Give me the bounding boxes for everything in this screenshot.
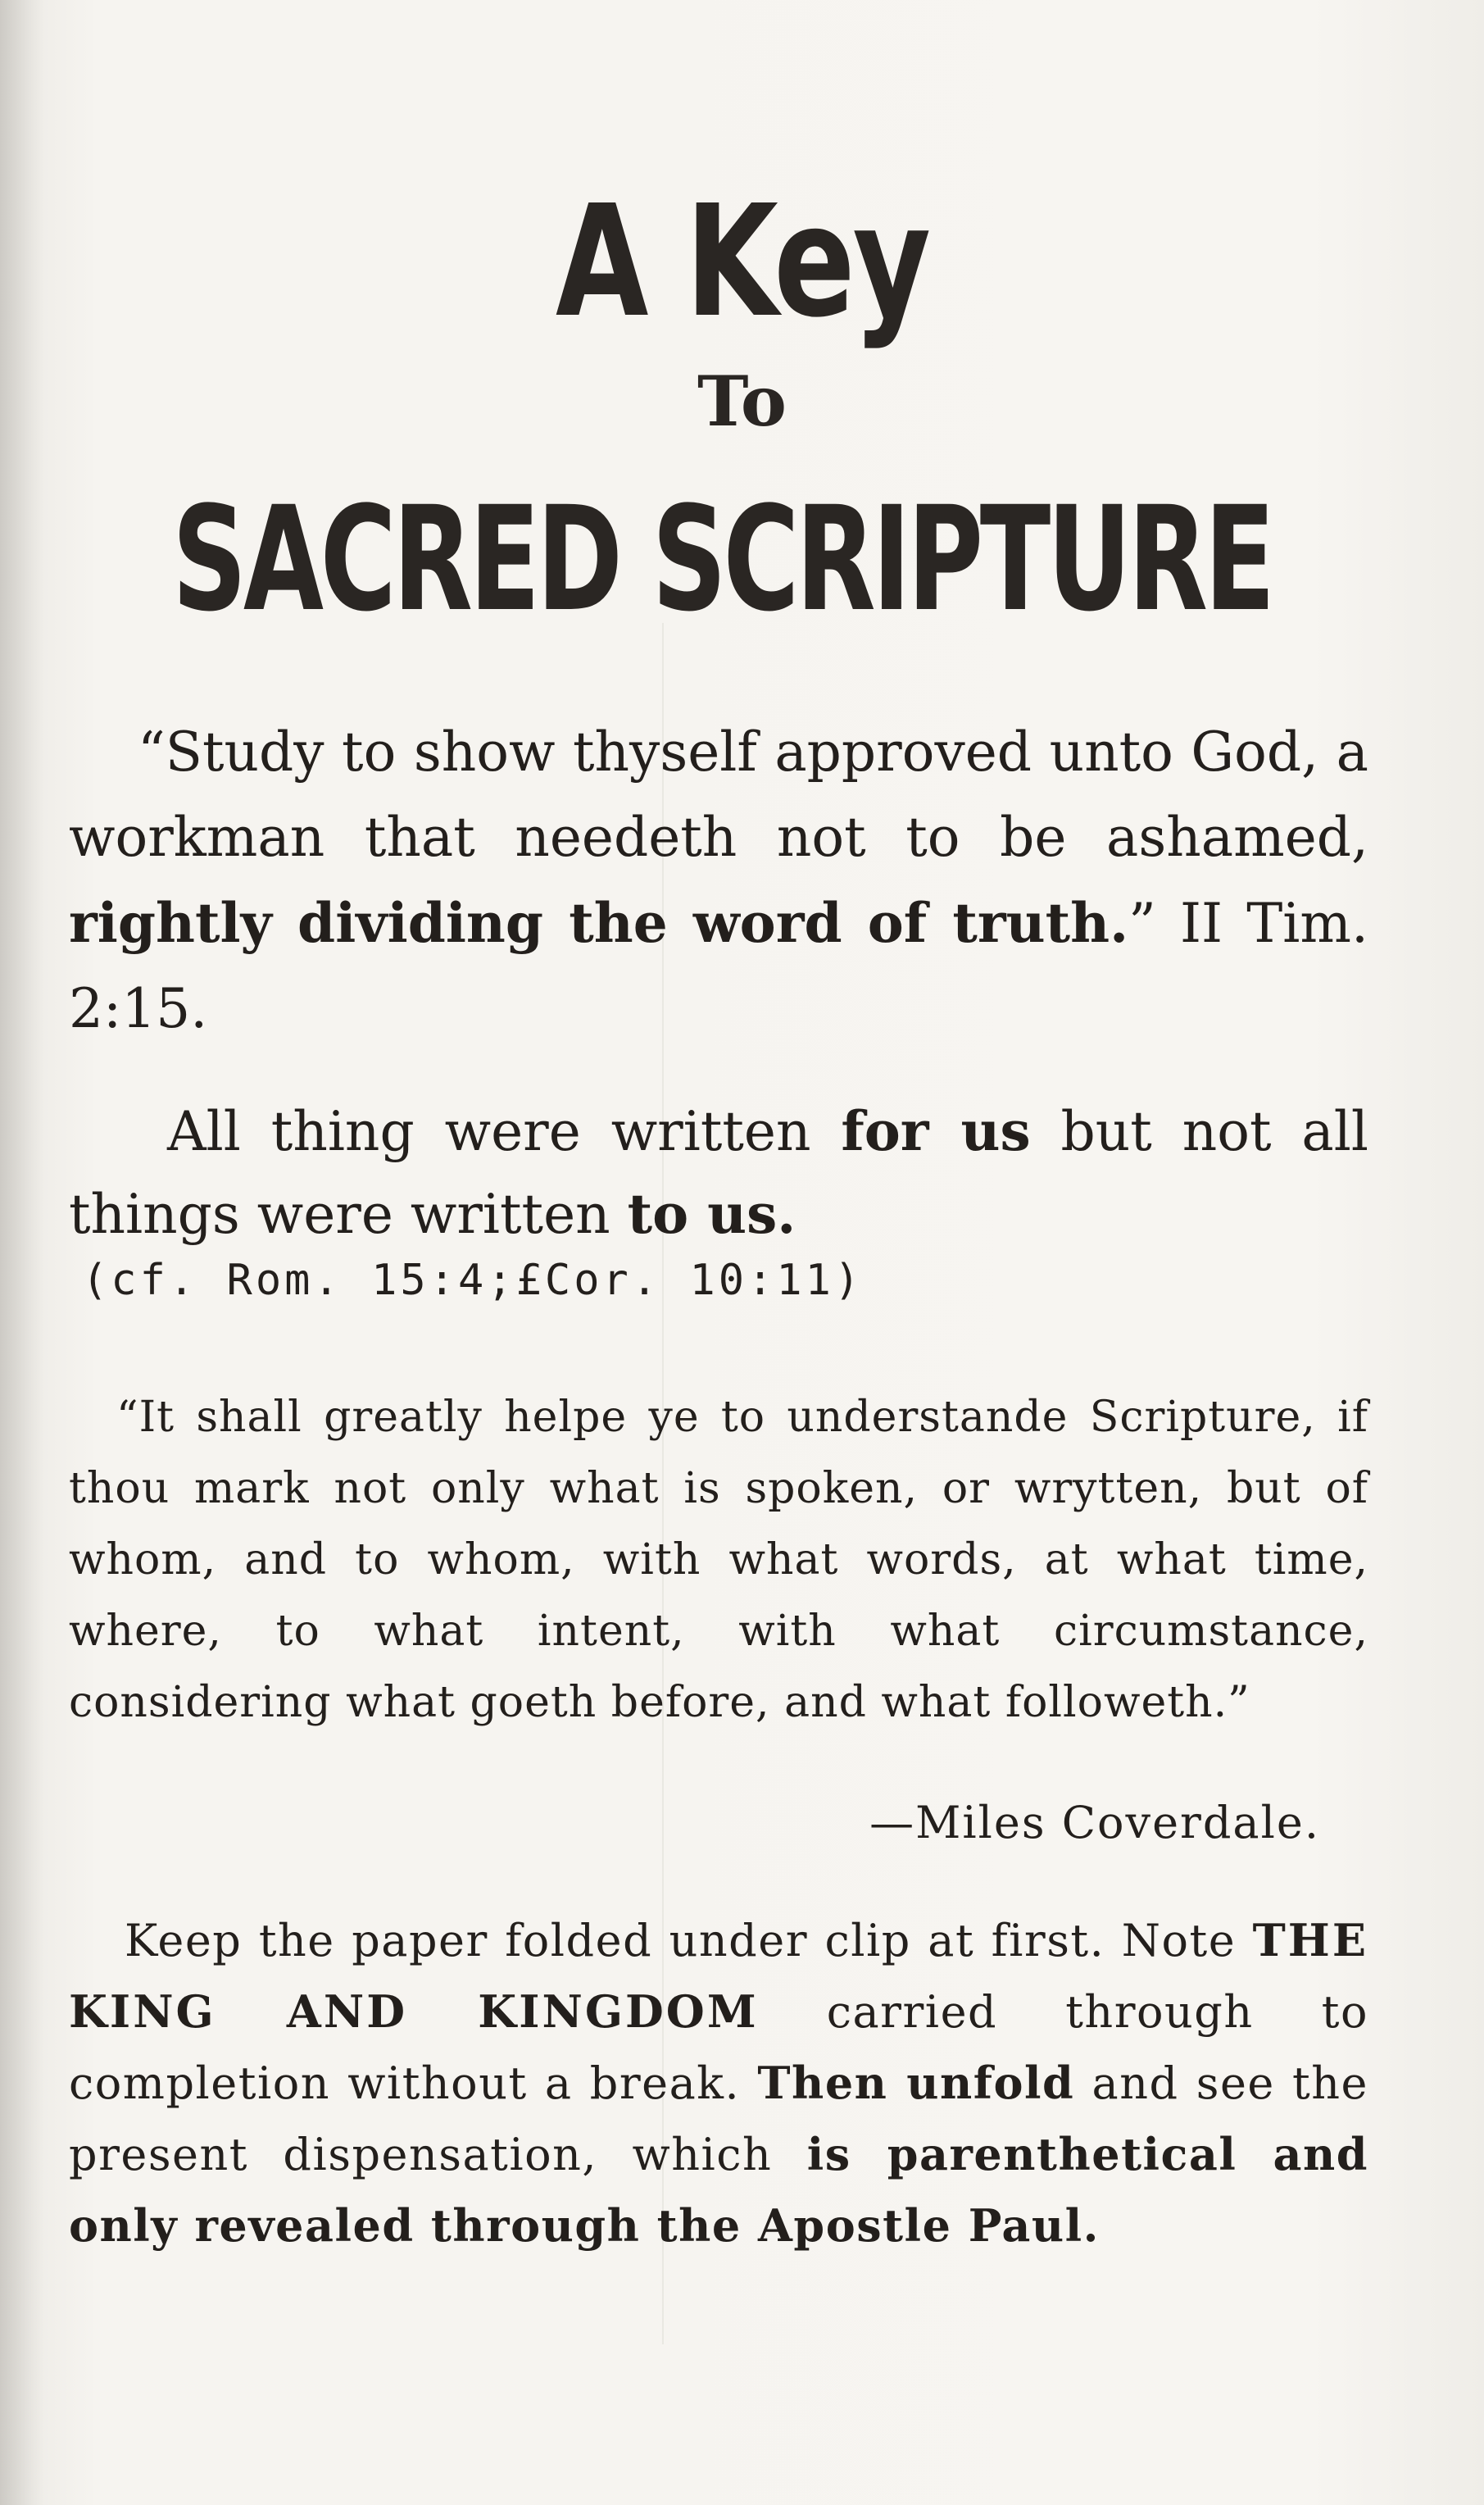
instructions-part-3: and see the present dispensation, which: [69, 2057, 1368, 2180]
scripture-quote: [69, 710, 1368, 1052]
instructions-bold-1: Then unfold: [757, 2057, 1075, 2109]
scripture-quote-reference: ” II Tim. 2:15.: [69, 892, 1368, 1040]
title-line-3: SACRED SCRIPTURE: [172, 475, 1273, 643]
note-part-1: All thing were written: [167, 1100, 842, 1163]
scripture-quote-emphasis: rightly dividing the word of truth.: [69, 891, 1129, 955]
title-line-2: To: [697, 361, 787, 442]
instructions-part-2: carried through to completion without a break.: [69, 1986, 1368, 2109]
written-for-us-note: [69, 1090, 1368, 1256]
note-emphasis-2: to us.: [627, 1182, 796, 1246]
coverdale-quote-text: “It shall greatly helpe ye to understande Scripture, if thou mark not only what is spoken, or wrytten, but of whom, and to whom, with what words, at what time, where, to what intent, with what circumstance, considering what goeth before, and what followeth.”: [69, 1393, 1368, 1727]
instructions-caps: THE KING AND KINGDOM: [69, 1914, 1368, 2038]
instructions-paragraph: [69, 1905, 1368, 2262]
instructions-bold-2: is parenthetical and only revealed through the Apostle Paul.: [69, 2128, 1368, 2252]
coverdale-quote: [69, 1382, 1368, 1739]
note-emphasis-1: for us: [841, 1099, 1031, 1163]
cross-reference: (cf. Rom. 15:4;£Cor. 10:11): [82, 1256, 864, 1305]
instructions-part-1: Keep the paper folded under clip at first. Note: [125, 1915, 1253, 1966]
title-line-1: A Key: [555, 172, 929, 352]
note-part-2: but not all things were written: [69, 1100, 1368, 1246]
scripture-quote-text: “Study to show thyself approved unto God, a workman that needeth not to be ashamed,: [69, 721, 1368, 869]
coverdale-attribution: —Miles Coverdale.: [869, 1797, 1320, 1848]
